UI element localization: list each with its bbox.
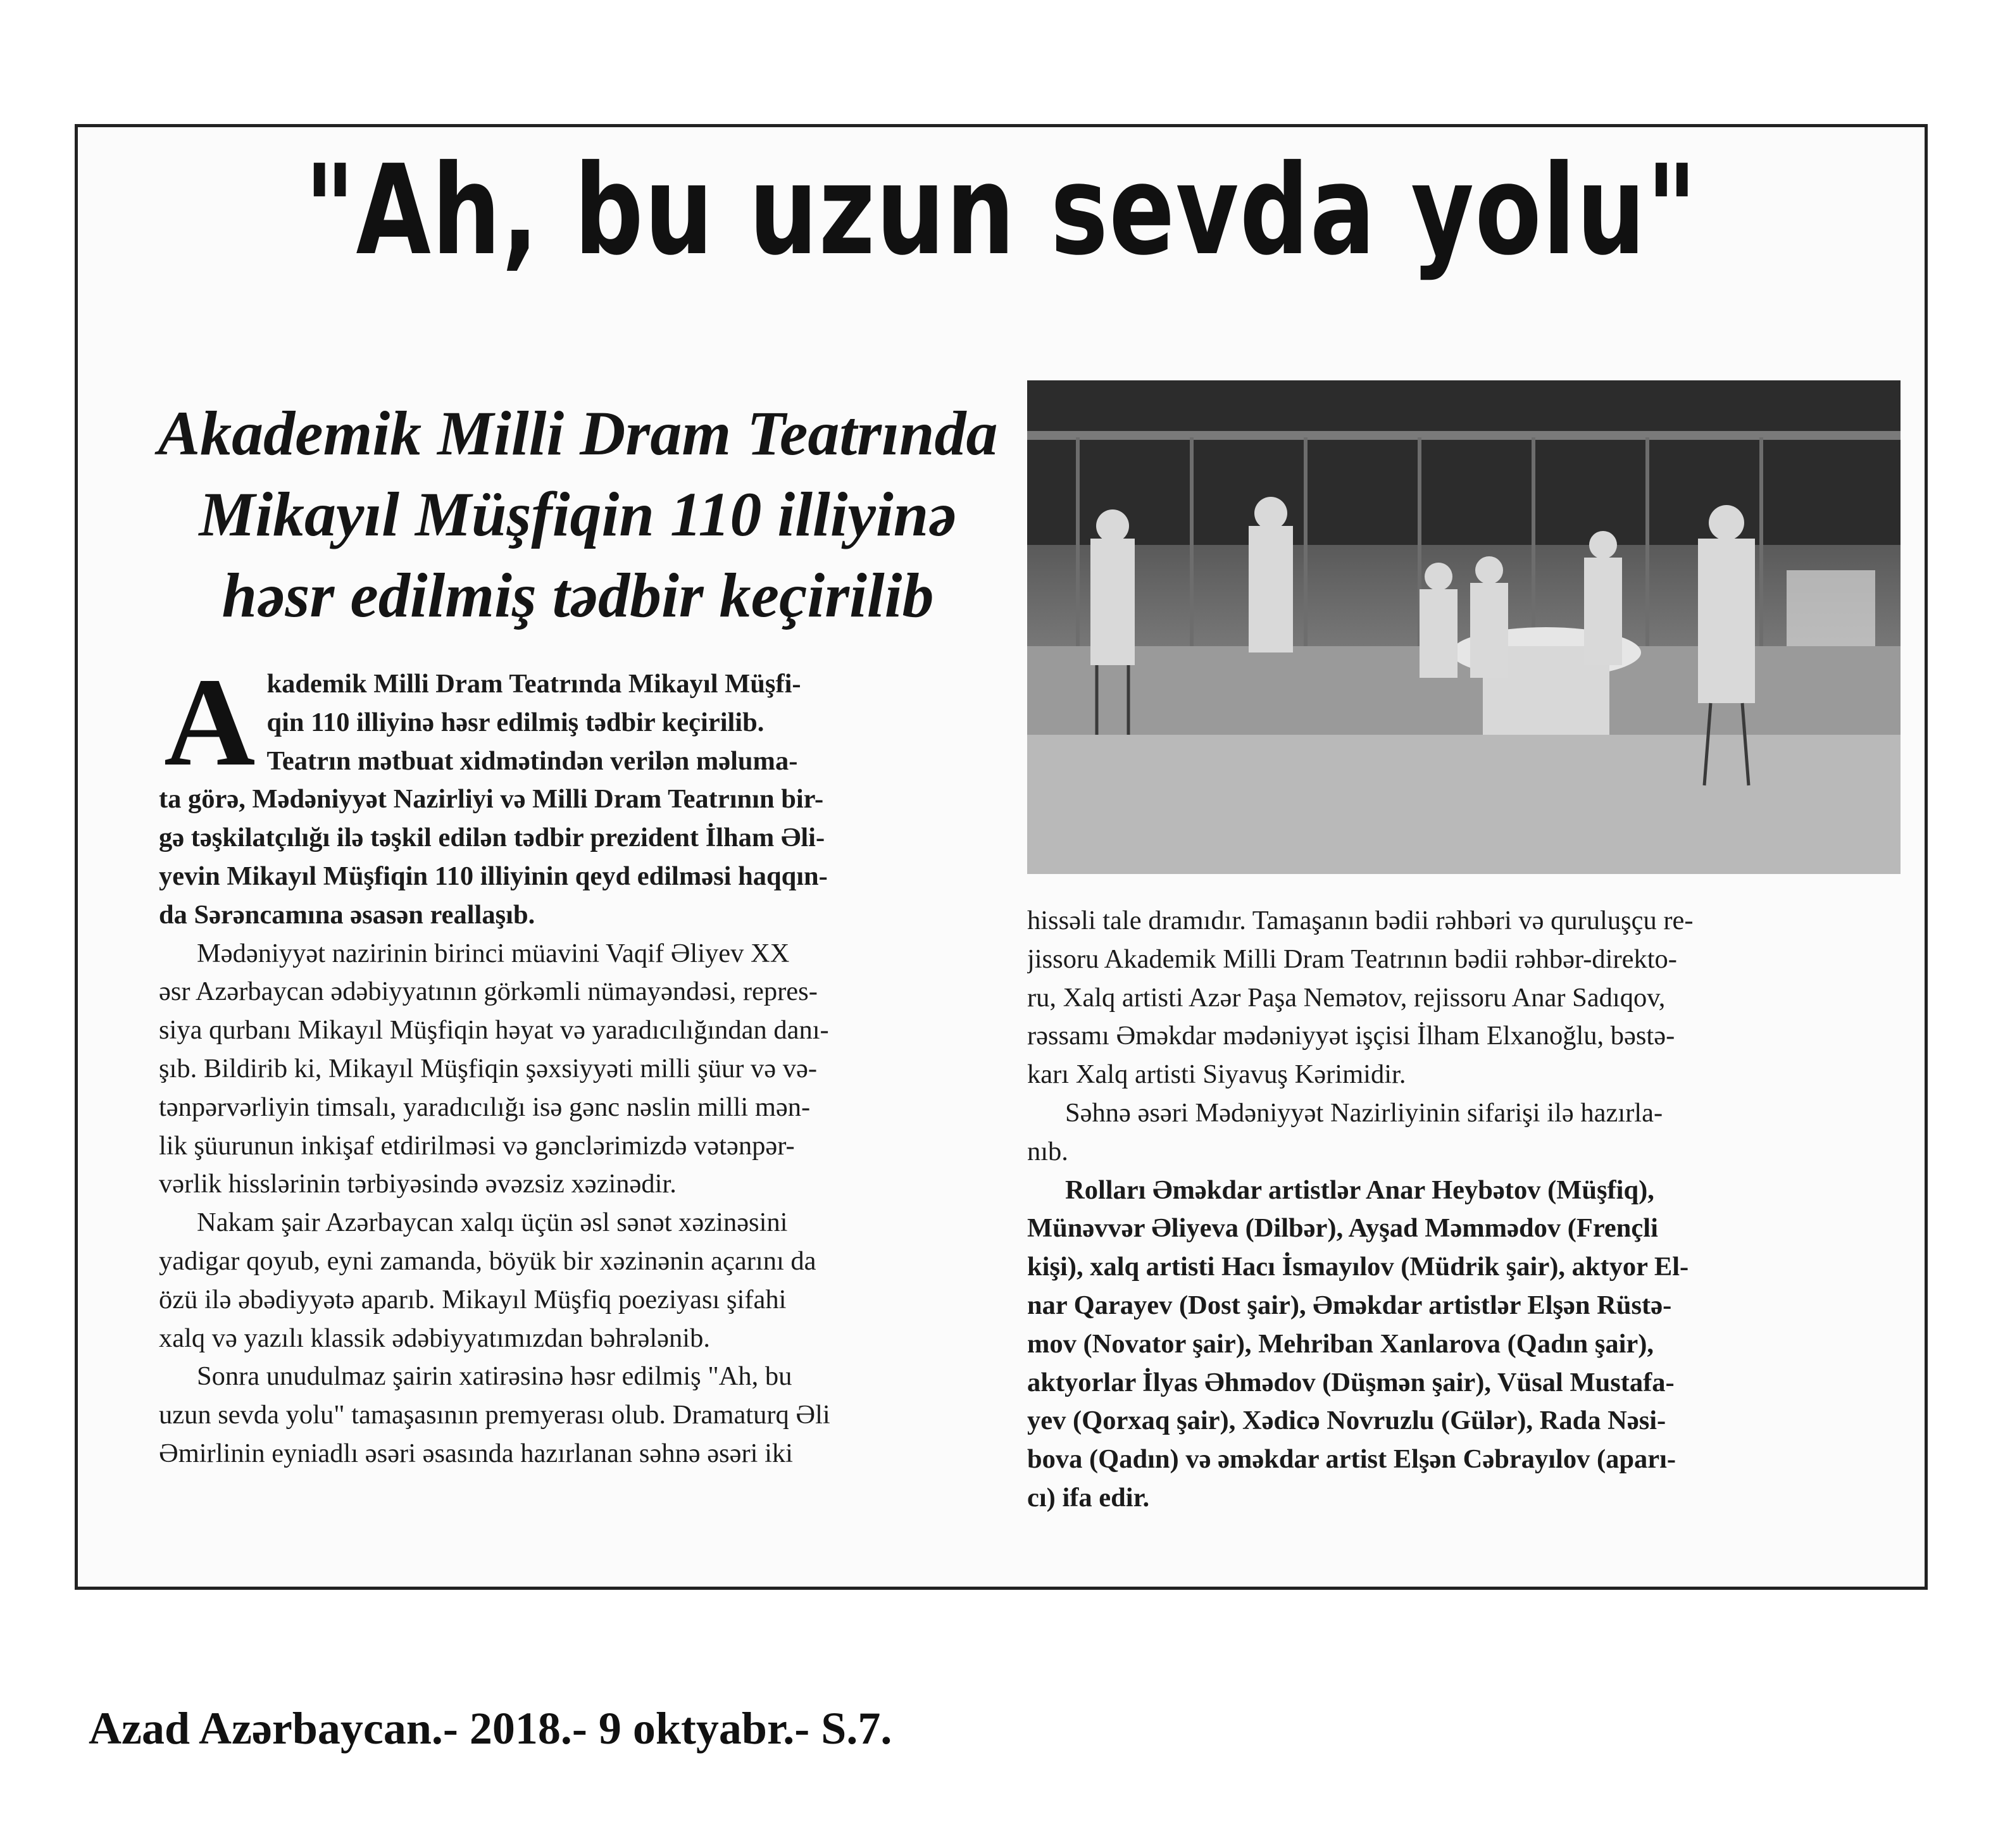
text-line: aktyorlar İlyas Əhmədov (Düşmən şair), Vüsal Mustafa-	[1027, 1367, 1675, 1397]
text-line: Səhnə əsəri Mədəniyyət Nazirliyinin sifarişi ilə hazırla-	[1065, 1097, 1663, 1128]
text-line: Mədəniyyət nazirinin birinci müavini Vaqif Əliyev XX	[197, 938, 790, 968]
text-line: jissoru Akademik Milli Dram Teatrının bədii rəhbər-direkto-	[1027, 944, 1677, 974]
text-line: lik şüurunun inkişaf etdirilməsi və gənclərimizdə vətənpər-	[159, 1130, 795, 1161]
text-line: karı Xalq artisti Siyavuş Kərimidir.	[1027, 1059, 1406, 1090]
text-line: Münəvvər Əliyeva (Dilbər), Ayşad Məmmədov (Frençli	[1027, 1213, 1658, 1244]
text-line: özü ilə əbədiyyətə aparıb. Mikayıl Müşfiq poeziyası şifahi	[159, 1284, 787, 1314]
text-line: kademik Milli Dram Teatrında Mikayıl Müşfi-	[266, 669, 801, 699]
text-line: qin 110 illiyinə həsr edilmiş tədbir keçirilib.	[266, 707, 765, 737]
text-line: bova (Qadın) və əməkdar artist Elşən Cəbrayılov (aparı-	[1027, 1444, 1676, 1475]
text-line: tənpərvərliyin timsalı, yaradıcılığı isə gənc nəslin milli mən-	[159, 1092, 811, 1122]
text-line: Teatrın mətbuat xidmətindən verilən məluma-	[266, 746, 798, 776]
text-line: kişi), xalq artisti Hacı İsmayılov (Müdrik şair), aktyor El-	[1027, 1252, 1689, 1282]
text-line: nıb.	[1027, 1136, 1068, 1166]
left-column	[159, 652, 1014, 1473]
text-line: vərlik hisslərinin tərbiyəsində əvəzsiz xəzinədir.	[159, 1169, 677, 1199]
source-caption: Azad Azərbaycan.- 2018.- 9 oktyabr.- S.7.	[89, 1703, 892, 1754]
stage-performance-photo	[1027, 380, 1901, 874]
text-line: yevin Mikayıl Müşfiqin 110 illiyinin qeyd edilməsi haqqın-	[159, 861, 828, 891]
text-line: mov (Novator şair), Mehriban Xanlarova (Qadın şair),	[1027, 1328, 1654, 1359]
photo-illustration	[1027, 380, 1901, 874]
subheadline-line: həsr edilmiş tədbir keçirilib	[222, 560, 934, 630]
text-line: Sonra unudulmaz şairin xatirəsinə həsr edilmiş "Ah, bu	[197, 1361, 792, 1392]
newspaper-clipping	[75, 124, 1928, 1590]
text-line: rəssamı Əməkdar mədəniyyət işçisi İlham Elxanoğlu, bəstə-	[1027, 1021, 1675, 1051]
subheadline-line: Akademik Milli Dram Teatrında	[158, 398, 998, 468]
subheadline	[103, 393, 1052, 636]
text-line: siya qurbanı Mikayıl Müşfiqin həyat və yaradıcılığından danı-	[159, 1015, 829, 1046]
text-line: uzun sevda yolu" tamaşasının premyerası olub. Dramaturq Əli	[159, 1400, 830, 1430]
text-line: cı) ifa edir.	[1027, 1482, 1150, 1513]
text-line: hissəli tale dramıdır. Tamaşanın bədii rəhbəri və quruluşçu re-	[1027, 906, 1694, 935]
text-line: Nakam şair Azərbaycan xalqı üçün əsl sənət xəzinəsini	[197, 1208, 788, 1238]
text-line: xalq və yazılı klassik ədəbiyyatımızdan bəhrələnib.	[159, 1323, 710, 1353]
text-line: şıb. Bildirib ki, Mikayıl Müşfiqin şəxsiyyəti milli şüur və və-	[159, 1053, 818, 1083]
drop-cap: A	[164, 652, 256, 792]
text-line: yadigar qoyub, eyni zamanda, böyük bir xəzinənin açarını da	[159, 1246, 816, 1276]
text-line: Rolları Əməkdar artistlər Anar Heybətov (Müşfiq),	[1065, 1175, 1654, 1205]
text-line: nar Qarayev (Dost şair), Əməkdar artistlər Elşən Rüstə-	[1027, 1290, 1672, 1320]
subheadline-line: Mikayıl Müşfiqin 110 illiyinə	[199, 479, 957, 549]
text-line: gə təşkilatçılığı ilə təşkil edilən tədbir prezident İlham Əli-	[159, 823, 825, 853]
headline: "Ah, bu uzun sevda yolu"	[304, 139, 1698, 283]
text-line: da Sərəncamına əsasən reallaşıb.	[159, 899, 535, 930]
text-line: ta görə, Mədəniyyət Nazirliyi və Milli Dram Teatrının bir-	[159, 784, 824, 815]
text-line: ru, Xalq artisti Azər Paşa Nemətov, rejissoru Anar Sadıqov,	[1027, 982, 1666, 1013]
text-line: Əmirlinin eyniadlı əsəri əsasında hazırlanan səhnə əsəri iki	[159, 1438, 793, 1468]
text-line: əsr Azərbaycan ədəbiyyatının görkəmli nümayəndəsi, repres-	[159, 977, 818, 1007]
text-line: yev (Qorxaq şair), Xədicə Novruzlu (Gülər), Rada Nəsi-	[1027, 1406, 1666, 1436]
right-column	[1027, 902, 1901, 1518]
